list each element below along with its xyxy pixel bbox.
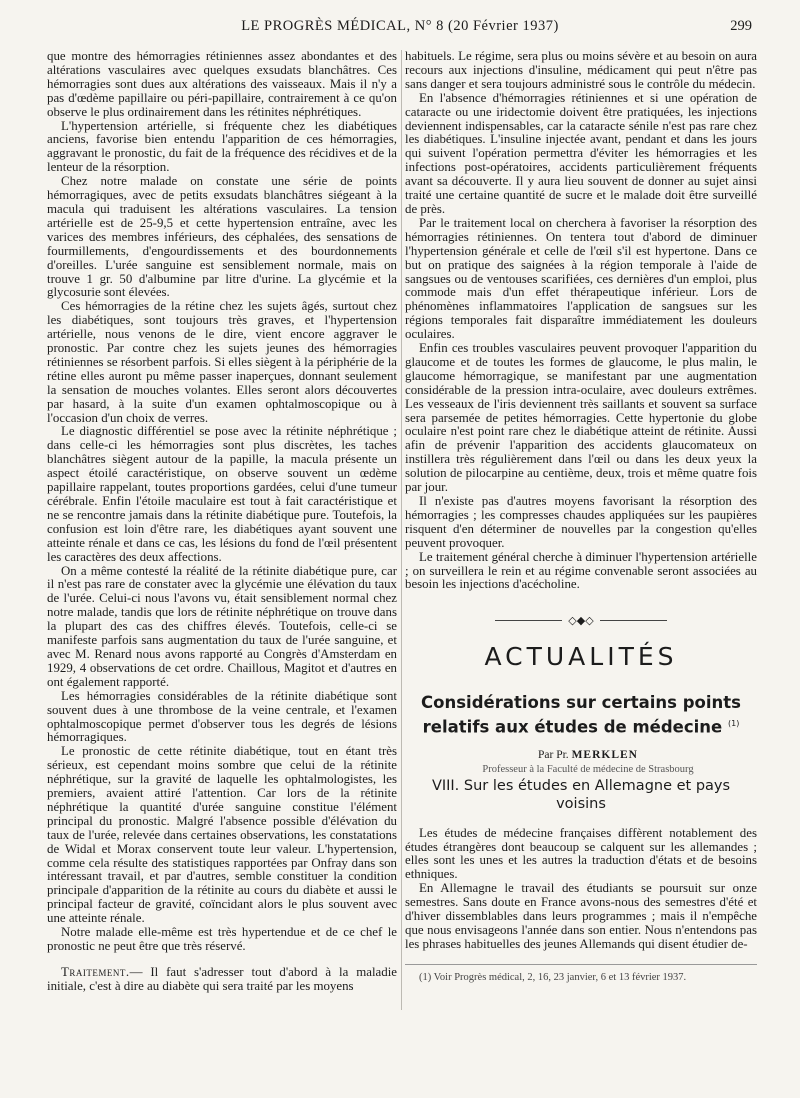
author-affiliation: Professeur à la Faculté de médecine de Strasbourg: [482, 763, 694, 775]
section-ornament: [405, 614, 757, 626]
paragraph: Ces hémorragies de la rétine chez les sujets âgés, surtout chez les diabétiques, sont toujours très graves, et l'hypertension artérielle, nous venons de le dire, vient encore aggraver le pronostic. Par contre chez les sujets jeunes des hémorragies rétiniennes se résorbent parfois. Si elles siègent à la périphérie de la rétine elles auront pu même passer inaperçues, donnant seulement la sensation de mouches volantes. Elles seront alors découvertes par hasard, à la suite d'un examen ophtalmoscopique ou à l'occasion d'un choix de verres.: [47, 299, 397, 425]
author-name: MERKLEN: [571, 748, 638, 761]
paragraph: Enfin ces troubles vasculaires peuvent provoquer l'apparition du glaucome et de toutes les formes de glaucome, le plus malin, le glaucome hémorragique, se manifestant par une augmentation considérable de la pression intra-oculaire, avec douleurs extrêmes. Les vesseaux de l'iris deviennent très saillants et souvent sa surface sera parsemée de petites hémorragies. Cette hypertonie du globe oculaire n'est point rare chez le diabétique atteint de rétinite. Aussi afin de prévenir l'apparition des accidents glaucomateux on instillera très régulièrement dans l'œil ou dans les deux yeux la solution de pilocarpine au centième, deux, trois et même quatre fois par jour.: [405, 341, 757, 495]
footnote: (1) Voir Progrès médical, 2, 16, 23 janvier, 6 et 13 février 1937.: [419, 971, 687, 983]
paragraph: En l'absence d'hémorragies rétiniennes et si une opération de cataracte ou une iridectomie doivent être pratiquées, les injections deviennent indispensables, car la cataracte sénile n'est pas rare chez les diabétiques. L'insuline injectée avant, pendant et dans les jours qui suivent l'opération permettra d'éviter les hémorragies et les infections post-opératoires, accidents particulièrement fréquents avant sa découverte. Il y aura lieu souvent de donner au sujet ainsi traité une certaine quantité de sucre et le malade doit être surveillé de près.: [405, 90, 757, 216]
page-number: 299: [730, 18, 752, 34]
paragraph: Le traitement général cherche à diminuer l'hypertension artérielle ; on surveillera le rein et au régime convenable seront associées au besoin les injections d'acécholine.: [405, 549, 757, 592]
paragraph: que montre des hémorragies rétiniennes assez abondantes et des altérations vasculaires avec quelques exsudats blanchâtres. Ces hémorragies sont dues aux altérations des vaisseaux. Mais il n'y a pas d'œdème papillaire ou péri-papillaire, contrairement à ce qu'on observe le plus ordinairement dans les rétinites néphrétiques.: [47, 49, 397, 119]
subsection-title: VIII. Sur les études en Allemagne et pays voisins: [431, 777, 731, 812]
traitement-text: — Il faut s'adresser tout d'abord à la maladie initiale, c'est à dire au diabète qui sera traité par les moyens: [47, 964, 397, 993]
column-divider: [401, 50, 402, 1010]
journal-header-title: LE PROGRÈS MÉDICAL, N° 8 (20 Février 1937): [241, 18, 559, 34]
paragraph: habituels. Le régime, sera plus ou moins sévère et au besoin on aura recours aux injections d'insuline, médicament qui peut n'être pas sans danger et sera toujours administré sous le contrôle du médecin.: [405, 49, 757, 91]
paragraph: En Allemagne le travail des étudiants se poursuit sur onze semestres. Sans doute en France avons-nous des semestres d'été et d'hiver dissemblables dans leurs programmes ; mais il n'empêche que nous envisageons l'année dans son entier. Nous n'entendons pas les phrases habituelles des jeunes Allemands qui disent étudier de-: [405, 881, 757, 951]
footnote-mark: (1): [727, 719, 740, 729]
section-title: ACTUALITÉS: [484, 642, 678, 672]
paragraph: Il n'existe pas d'autres moyens favorisant la résorption des hémorragies ; les compresses chaudes appliquées sur les paupières risquent d'en déterminer de nouvelles par la congestion qu'elles peuvent provoquer.: [405, 494, 757, 550]
paragraph: Chez notre malade on constate une série de points hémorragiques, avec de petits exsudats blanchâtres siégeant à la macula qui traduisent les altérations vasculaires. La tension artérielle est de 25-9,5 et cette hypertension entraîne, avec les varices des membres inférieurs, des céphalées, des sensations de fourmillements, d'engourdissements et des bourdonnements d'oreilles. L'urée sanguine est sensiblement normale, mais on trouve 1 gr. 50 d'albumine par litre d'urine. La glycémie et la glycosurie sont élevées.: [47, 174, 397, 300]
left-column: [47, 50, 397, 994]
byline-prefix: Par Pr.: [538, 748, 569, 761]
right-column: [405, 50, 757, 985]
paragraph: Les études de médecine françaises diffèrent notablement des études étrangères dont beaucoup se calquent sur les allemandes ; elles sont les unes et les autres la traduction d'états et de besoins ethniques.: [405, 825, 757, 882]
traitement-label: Traitement.: [61, 964, 130, 979]
paragraph: Les hémorragies considérables de la rétinite diabétique sont souvent dues à une thrombose de la veine centrale, et l'examen ophtalmoscopique permet d'observer tous les degrés de lésions hémorragiques.: [47, 688, 397, 745]
footnote-rule: [405, 964, 757, 965]
running-head: [0, 12, 800, 40]
paragraph: Le diagnostic différentiel se pose avec la rétinite néphrétique ; dans celle-ci les hémorragies sont plus discrètes, les taches blanchâtres siègent autour de la papille, la macula présente un aspect étoilé caractéristique, on observe souvent un œdème papillaire rappelant, toutes proportions gardées, celui d'une tumeur cérébrale. Enfin l'étoile maculaire est tout à fait caractéristique et ne se rencontre jamais dans la rétinite diabétique pure. Toutefois, la confusion est loin d'être rare, les diabétiques ayant souvent une atteinte rénale et dans ce cas, les lésions du fond de l'œil présentent les caractères des deux affections.: [47, 424, 397, 564]
paragraph-traitement: [47, 966, 397, 994]
ornament-diamond-icon: ◇◆◇: [562, 615, 599, 627]
byline: [405, 748, 757, 763]
paragraph: L'hypertension artérielle, si fréquente chez les diabétiques anciens, favorise bien entendu l'apparition de ces hémorragies, aggravant le pronostic, du fait de la fréquence des récidives et de la lenteur de la résorption.: [47, 118, 397, 175]
paragraph: Par le traitement local on cherchera à favoriser la résorption des hémorragies rétiniennes. On tentera tout d'abord de diminuer l'hypertension générale et celle de l'œil s'il est hypertone. Dans ce but on pratique des saignées à la région temporale à l'aide de sangsues ou de ventouses scarifiées, ces dernières d'un emploi, plus commode mais d'un effet thérapeutique inférieur. Lors de phénomènes inflammatoires l'application de sangsues sur les régions temporales fait disparaître immédiatement les douleurs oculaires.: [405, 215, 757, 342]
paragraph: Notre malade elle-même est très hypertendue et de ce chef le pronostic ne peut être que très réservé.: [47, 925, 397, 953]
paragraph: Le pronostic de cette rétinite diabétique, tout en étant très sérieux, est cependant moins sombre que celui de la rétinite néphrétique, sur la gravité de laquelle les ophtalmologistes, les premiers, avaient attiré l'attention. Car lors de la rétinite néphrétique la quantité d'urée sanguine constitue l'élément principal du pronostic. Malgré l'absence possible d'élévation du taux de l'urée, relevée dans certaines observations, les constatations de Widal et Morax conservent toute leur valeur. L'hypertension, comme cela résulte des statistiques rapportées par Onfray dans son intéressant travail, et par d'autres, semble constituer la condition principale d'apparition de la rétinite au cours du diabète et aussi le principal facteur de gravité, coïncidant alors le plus souvent avec une atteinte rénale.: [47, 744, 397, 926]
paragraph: On a même contesté la réalité de la rétinite diabétique pure, car il n'est pas rare de constater avec la glycémie une élévation du taux de l'urée. Celui-ci nous l'avons vu, était sensiblement normal chez notre malade, tandis que lors de rétinite néphrétique on trouve dans la plupart des cas des chiffres élevés. Toutefois, celle-ci se manifeste parfois sans augmentation du taux de l'urée sanguine, et avec M. Renard nous avons rapporté au Congrès d'Amsterdam en 1929, 4 observations de cet ordre. Chaillous, Magitot et d'autres en ont également rapporté.: [47, 563, 397, 689]
article-title-text: Considérations sur certains points relatifs aux études de médecine: [421, 693, 741, 737]
article-title: [405, 692, 757, 738]
